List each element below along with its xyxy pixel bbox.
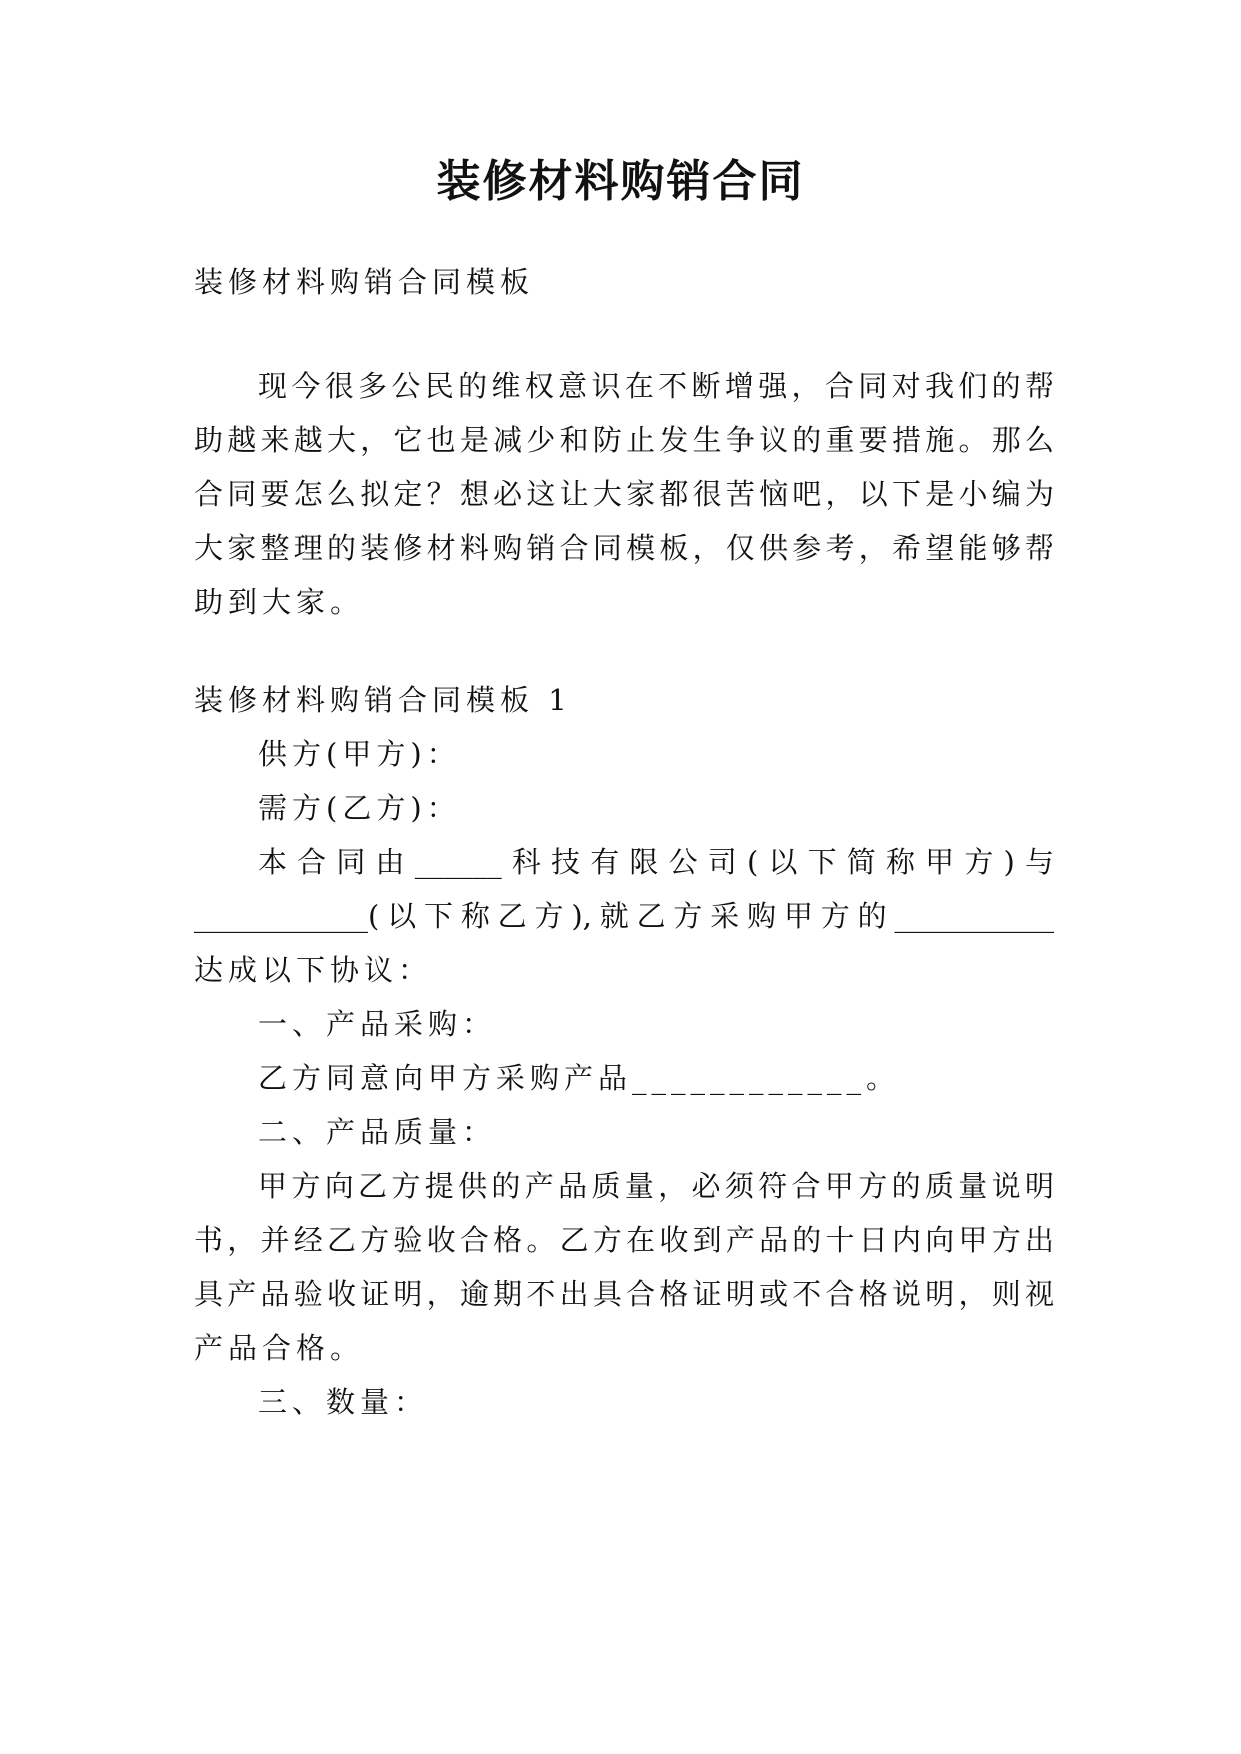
intro-line-4: 大家整理的装修材料购销合同模板，仅供参考，希望能够帮 — [194, 531, 1054, 565]
buyer-line: 需方(乙方)： — [258, 791, 461, 825]
section-2-line-1: 甲方向乙方提供的产品质量，必须符合甲方的质量说明 — [258, 1169, 1054, 1203]
section-1-body: 乙方同意向甲方采购产品____________。 — [258, 1061, 901, 1095]
section-2-line-2: 书，并经乙方验收合格。乙方在收到产品的十日内向甲方出 — [194, 1223, 1054, 1257]
intro-line-1: 现今很多公民的维权意识在不断增强，合同对我们的帮 — [258, 369, 1054, 403]
section-2-title: 二、产品质量： — [258, 1115, 497, 1149]
section-3-title: 三、数量： — [258, 1385, 429, 1419]
intro-line-5: 助到大家。 — [194, 585, 365, 619]
section-2-line-3: 具产品验收证明，逾期不出具合格证明或不合格说明，则视 — [194, 1277, 1054, 1311]
contract-line-3: 达成以下协议： — [194, 953, 433, 987]
document-subtitle: 装修材料购销合同模板 — [194, 265, 535, 299]
intro-line-2: 助越来越大，它也是减少和防止发生争议的重要措施。那么 — [194, 423, 1054, 457]
template-heading: 装修材料购销合同模板 1 — [194, 683, 572, 717]
section-2-line-4: 产品合格。 — [194, 1331, 365, 1365]
supplier-line: 供方(甲方)： — [258, 737, 461, 771]
intro-line-3: 合同要怎么拟定？想必这让大家都很苦恼吧，以下是小编为 — [194, 477, 1054, 511]
section-1-title: 一、产品采购： — [258, 1007, 497, 1041]
document-title: 装修材料购销合同 — [436, 156, 805, 207]
contract-line-1: 本合同由______科技有限公司(以下简称甲方)与 — [258, 845, 1054, 879]
contract-line-2: ____________(以下称乙方),就乙方采购甲方的___________ — [194, 899, 1054, 933]
